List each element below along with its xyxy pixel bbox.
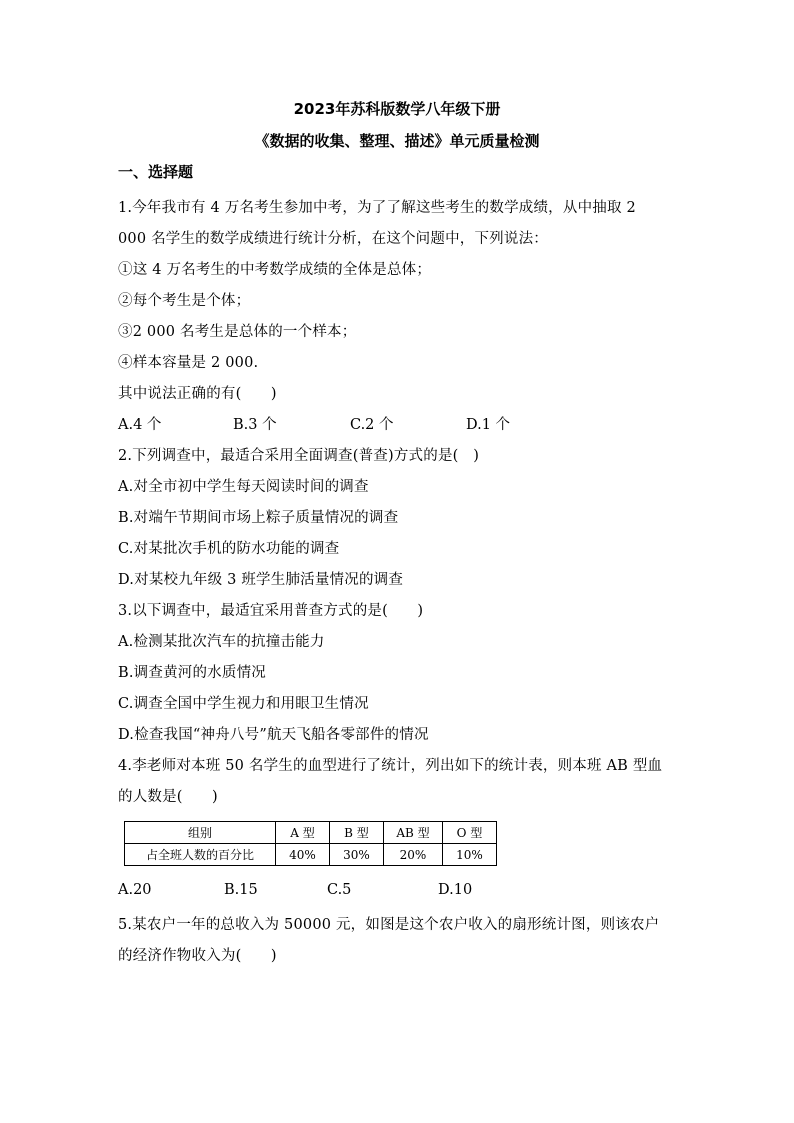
q1-option-c: C.2 个 xyxy=(350,417,394,433)
q5-stem-line1: 5.某农户一年的总收入为 50000 元，如图是这个农户收入的扇形统计图，则该农户 xyxy=(118,917,660,933)
doc-title-line2: 《数据的收集、整理、描述》单元质量检测 xyxy=(254,132,540,150)
table-cell: 30% xyxy=(330,844,384,866)
q1-statement-4: ④样本容量是 2 000. xyxy=(118,355,259,371)
doc-title-line1: 2023年苏科版数学八年级下册 xyxy=(293,100,501,118)
table-cell: 占全班人数的百分比 xyxy=(125,844,276,866)
q4-stem-line2: 的人数是( ) xyxy=(118,789,218,805)
table-cell: 40% xyxy=(276,844,330,866)
table-cell: B 型 xyxy=(330,822,384,844)
q2-stem: 2.下列调查中，最适合采用全面调查(普查)方式的是( ) xyxy=(118,448,480,464)
q3-option-a: A.检测某批次汽车的抗撞击能力 xyxy=(118,634,325,650)
q1-stem-line2: 000 名学生的数学成绩进行统计分析，在这个问题中，下列说法： xyxy=(118,231,548,247)
table-cell: A 型 xyxy=(276,822,330,844)
q1-statement-1: ①这 4 万名考生的中考数学成绩的全体是总体； xyxy=(118,262,432,278)
table-header-row xyxy=(125,822,497,844)
q4-stem-line1: 4.李老师对本班 50 名学生的血型进行了统计，列出如下的统计表，则本班 AB 型血 xyxy=(118,758,663,774)
q3-option-b: B.调查黄河的水质情况 xyxy=(118,665,266,681)
q4-option-a: A.20 xyxy=(118,882,152,898)
table-cell: AB 型 xyxy=(384,822,443,844)
q1-option-b: B.3 个 xyxy=(233,417,277,433)
q1-ask: 其中说法正确的有( ) xyxy=(118,386,277,402)
q4-option-c: C.5 xyxy=(327,882,352,898)
q5-stem-line2: 的经济作物收入为( ) xyxy=(118,948,277,964)
q2-option-c: C.对某批次手机的防水功能的调查 xyxy=(118,541,340,557)
table-cell: 20% xyxy=(384,844,443,866)
q3-option-d: D.检查我国“神舟八号”航天飞船各零部件的情况 xyxy=(118,727,429,743)
q1-stem-line1: 1.今年我市有 4 万名考生参加中考，为了了解这些考生的数学成绩，从中抽取 2 xyxy=(118,200,636,216)
q2-option-b: B.对端午节期间市场上粽子质量情况的调查 xyxy=(118,510,399,526)
table-cell: 组别 xyxy=(125,822,276,844)
q1-option-a: A.4 个 xyxy=(118,417,162,433)
q3-option-c: C.调查全国中学生视力和用眼卫生情况 xyxy=(118,696,369,712)
section-heading: 一、选择题 xyxy=(118,163,194,181)
q1-statement-3: ③2 000 名考生是总体的一个样本； xyxy=(118,324,357,340)
q4-option-d: D.10 xyxy=(438,882,473,898)
q2-option-d: D.对某校九年级 3 班学生肺活量情况的调查 xyxy=(118,572,404,588)
table-cell: O 型 xyxy=(443,822,497,844)
table-row xyxy=(125,844,497,866)
q1-option-d: D.1 个 xyxy=(466,417,511,433)
q3-stem: 3.以下调查中，最适宜采用普查方式的是( ) xyxy=(118,603,424,619)
q1-statement-2: ②每个考生是个体； xyxy=(118,293,251,309)
blood-type-table xyxy=(124,821,497,866)
q4-option-b: B.15 xyxy=(224,882,258,898)
q2-option-a: A.对全市初中学生每天阅读时间的调查 xyxy=(118,479,369,495)
table-cell: 10% xyxy=(443,844,497,866)
